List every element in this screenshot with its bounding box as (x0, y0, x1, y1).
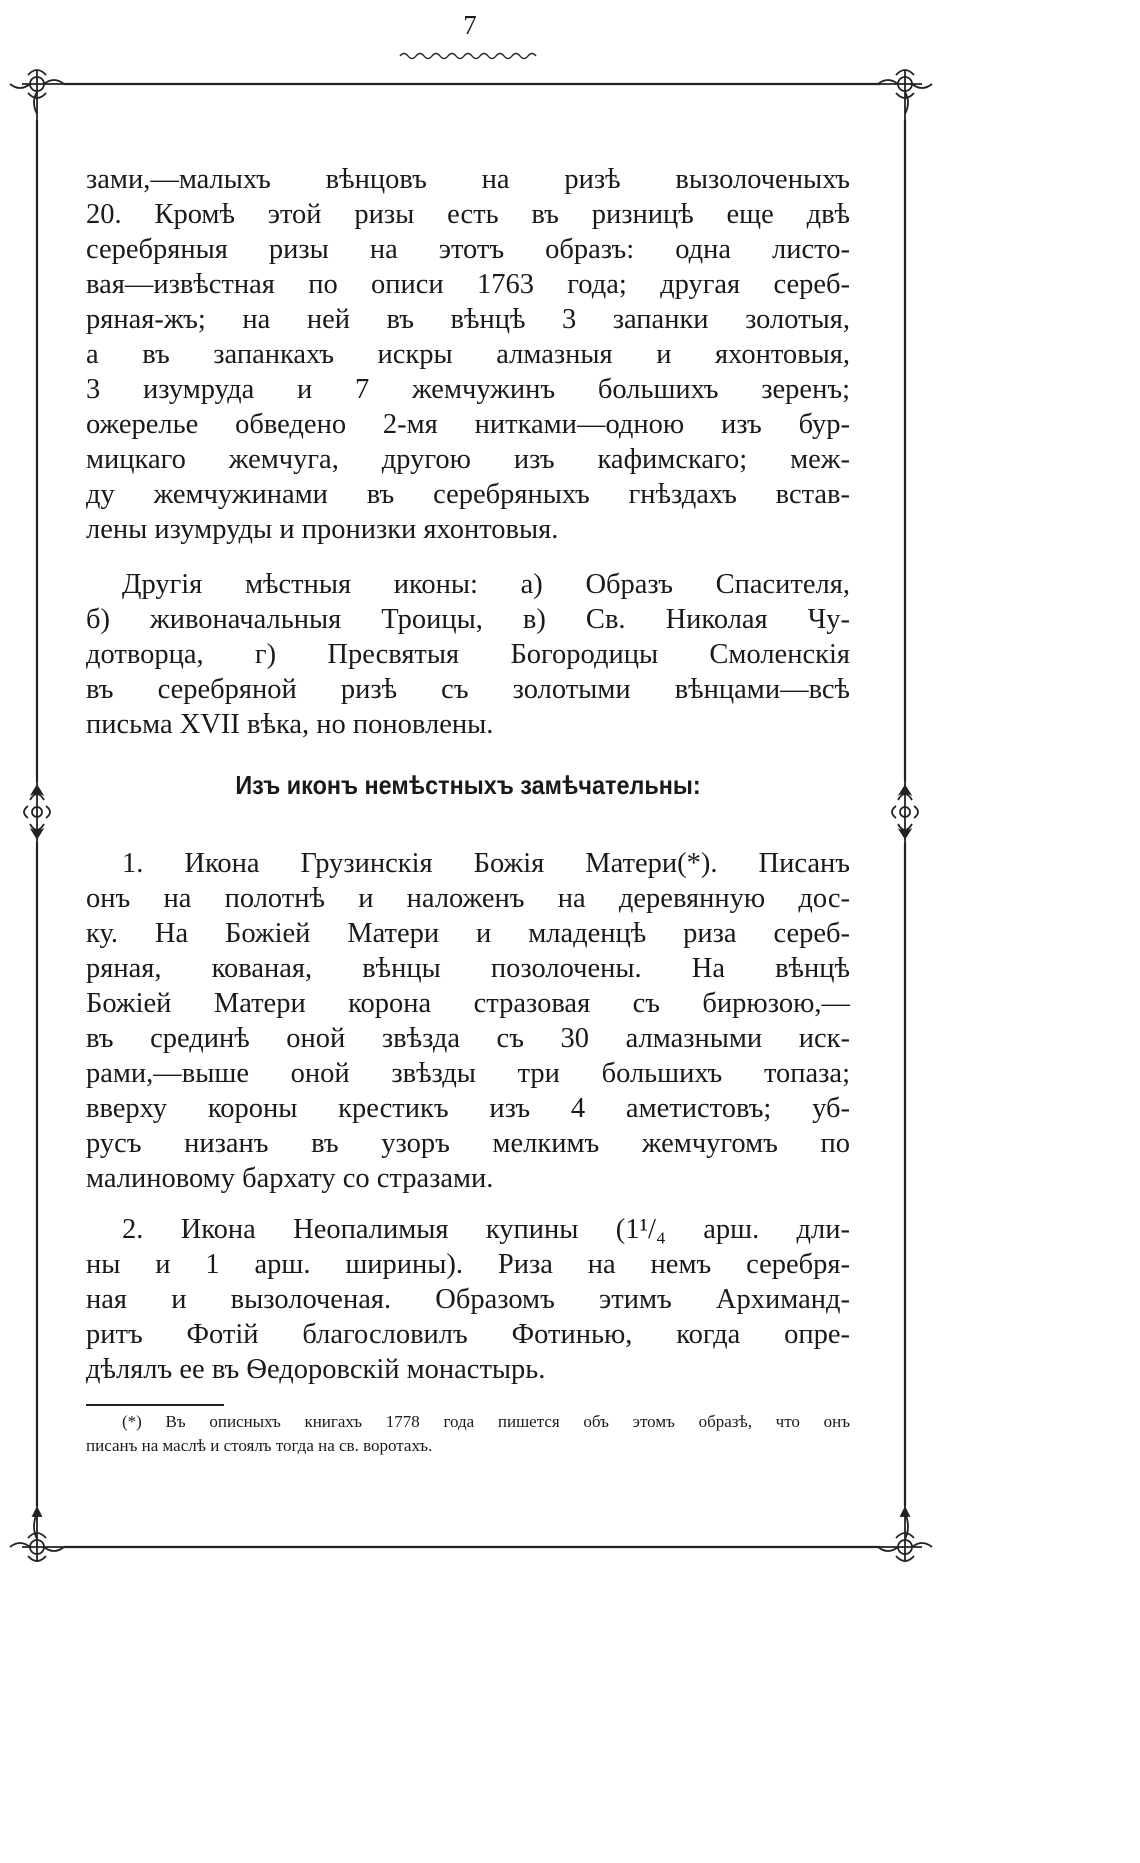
text-line: ожерелье обведено 2-мя нитками—одною изъ бур- (86, 409, 850, 440)
text-line: ку. На Божіей Матери и младенцѣ риза сереб- (86, 918, 850, 949)
page-number: 7 (463, 10, 477, 40)
paragraph-riza-description (86, 162, 850, 547)
footnote (86, 1410, 850, 1458)
text-line: серебряныя ризы на этотъ образъ: одна листо- (86, 234, 850, 265)
text-line: дѣлялъ ее въ Ѳедоровскій монастырь. (86, 1354, 546, 1385)
text-line: ритъ Фотій благословилъ Фотинью, когда опре- (86, 1319, 850, 1350)
text-line: 2. Икона Неопалимыя купины (1¹/₄ арш. дли- (122, 1214, 850, 1245)
text-line: ны и 1 арш. ширины). Риза на немъ серебря- (86, 1249, 850, 1280)
text-line: малиновому бархату со стразами. (86, 1163, 494, 1194)
text-line: а въ запанкахъ искры алмазныя и яхонтовыя, (86, 339, 850, 370)
footnote-line: (*) Въ описныхъ книгахъ 1778 года пишется объ этомъ образѣ, что онъ (122, 1412, 850, 1431)
text-line: ду жемчужинами въ серебряныхъ гнѣздахъ встав- (86, 479, 850, 510)
corner-ornament-top-left (10, 70, 64, 120)
corner-ornament-bottom-left (10, 1506, 64, 1562)
footnote-line: писанъ на маслѣ и стоялъ тогда на св. воротахъ. (86, 1436, 433, 1455)
text-line: лены изумруды и пронизки яхонтовыя. (86, 514, 559, 545)
text-line: Другія мѣстныя иконы: а) Образъ Спасителя, (122, 569, 850, 600)
text-line: рами,—выше оной звѣзды три большихъ топаза; (86, 1058, 850, 1089)
paragraph-local-icons (86, 567, 850, 742)
text-line: вая—извѣстная по описи 1763 года; другая сереб- (86, 269, 850, 300)
text-line: вверху короны крестикъ изъ 4 аметистовъ; уб- (86, 1093, 850, 1124)
text-line: 1. Икона Грузинскія Божія Матери(*). Писанъ (122, 848, 850, 879)
paragraph-icon-1 (86, 846, 850, 1196)
paragraph-icon-2 (86, 1212, 850, 1387)
text-line: мицкаго жемчуга, другою изъ кафимскаго; меж- (86, 444, 850, 475)
text-line: ряная, кованая, вѣнцы позолочены. На вѣнцѣ (86, 953, 850, 984)
text-line: ряная-жъ; на ней въ вѣнцѣ 3 запанки золотыя, (86, 304, 850, 335)
text-line: въ срединѣ оной звѣзда съ 30 алмазными иск- (86, 1023, 850, 1054)
footnote-rule (86, 1404, 224, 1406)
text-line: б) живоначальныя Троицы, в) Св. Николая Чу- (86, 604, 850, 635)
section-heading: Изъ иконъ немѣстныхъ замѣчательны: (235, 770, 701, 800)
text-line: дотворца, г) Пресвятыя Богородицы Смоленскія (86, 639, 850, 670)
text-line: ная и вызолоченая. Образомъ этимъ Архиманд- (86, 1284, 850, 1315)
text-line: 20. Кромѣ этой ризы есть въ ризницѣ еще двѣ (86, 199, 850, 230)
wavy-rule (400, 54, 536, 59)
text-line: Божіей Матери корона стразовая съ бирюзою,— (86, 988, 850, 1019)
corner-ornament-top-right (878, 70, 932, 120)
side-ornament-right (892, 782, 918, 842)
text-line: онъ на полотнѣ и наложенъ на деревянную дос- (86, 883, 850, 914)
text-line: въ серебряной ризѣ съ золотыми вѣнцами—всѣ (86, 674, 850, 705)
text-line: 3 изумруда и 7 жемчужинъ большихъ зеренъ; (86, 374, 850, 405)
text-line: письма XVII вѣка, но поновлены. (86, 709, 494, 740)
side-ornament-left (24, 782, 50, 842)
text-line: зами,—малыхъ вѣнцовъ на ризѣ вызолоченыхъ (86, 164, 850, 195)
corner-ornament-bottom-right (878, 1506, 932, 1562)
text-line: русъ низанъ въ узоръ мелкимъ жемчугомъ по (86, 1128, 850, 1159)
